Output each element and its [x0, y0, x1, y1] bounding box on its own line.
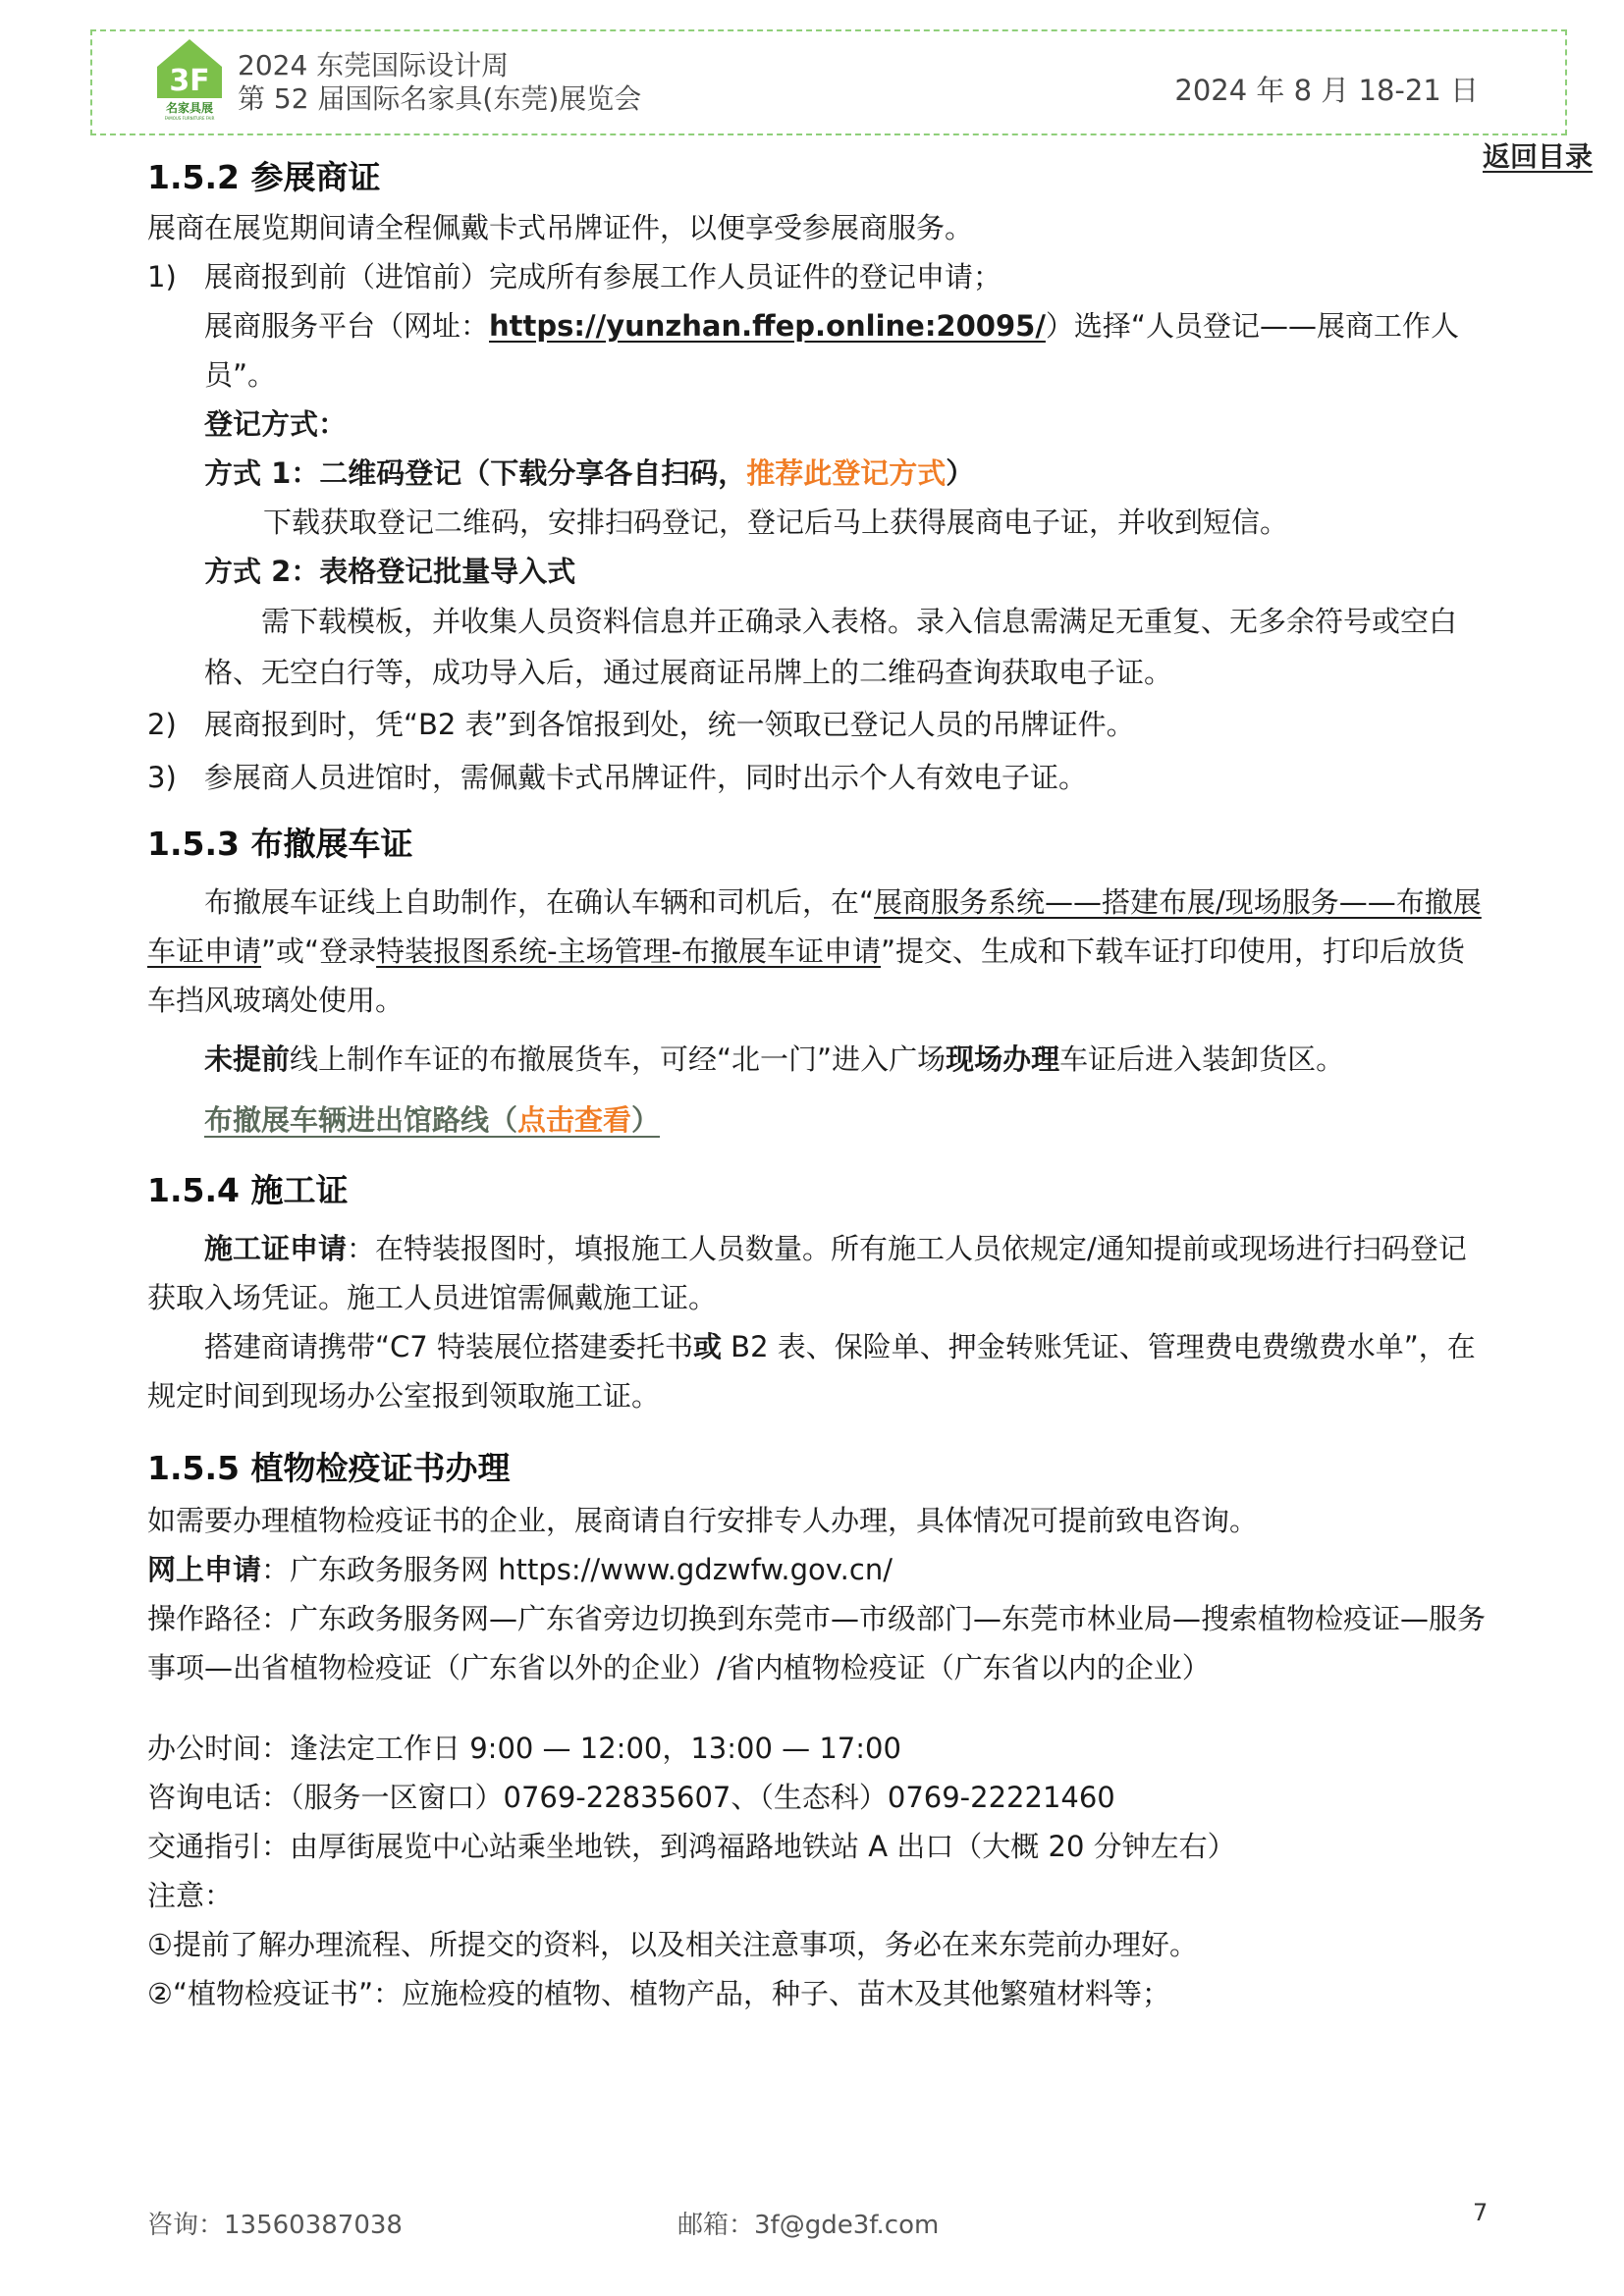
list-text: 展商报到时，凭“B2 表”到各馆报到处，统一领取已登记人员的吊牌证件。 — [204, 707, 1135, 741]
svg-text:名家具展: 名家具展 — [165, 101, 214, 115]
list-item-1 — [147, 252, 1492, 301]
event-subtitle: 第 52 届国际名家具(东莞)展览会 — [238, 82, 642, 115]
text-fragment: 线上制作车证的布撤展货车，可经“北一门”进入广场 — [290, 1041, 947, 1076]
text-fragment: 车证后进入装卸货区。 — [1059, 1041, 1345, 1076]
list-number: 3) — [147, 760, 177, 794]
section-heading-1-5-2: 1.5.2 参展商证 — [147, 158, 381, 196]
svg-text:3F: 3F — [169, 64, 210, 98]
method-2-desc: 需下载模板，并收集人员资料信息并正确录入表格。录入信息需满足无重复、无多余符号或空白格、无空白行等，成功导入后，通过展商证吊牌上的二维码查询获取电子证。 — [204, 604, 1458, 689]
method-label — [147, 400, 1492, 449]
note-1: ①提前了解办理流程、所提交的资料，以及相关注意事项，务必在来东莞前办理好。 — [147, 1927, 1198, 1961]
note-label: 注意： — [147, 1878, 234, 1912]
text-fragment: B2 表、保险单、押金转账凭证、管理费电费缴费水单”，在规定时间到现场办公室报到领取施工证。 — [147, 1329, 1476, 1413]
platform-line — [147, 301, 1492, 400]
page-number: 7 — [1473, 2199, 1489, 2226]
text-fragment: 布撤展车证线上自助制作，在确认车辆和司机后，在“ — [204, 884, 875, 919]
text-fragment: ”提交、生成和下载车证打印使用，打印后放货车挡风玻璃处使用。 — [147, 934, 1466, 1017]
click-to-view[interactable]: 点击查看 — [517, 1102, 632, 1137]
platform-url-link[interactable]: https://yunzhan.ffep.online:20095/ — [489, 308, 1046, 343]
svg-text:FAMOUS FURNITURE FAIR: FAMOUS FURNITURE FAIR — [164, 116, 215, 121]
list-text: 参展商人员进馆时，需佩戴卡式吊牌证件，同时出示个人有效电子证。 — [204, 760, 1088, 794]
recommend-tag: 推荐此登记方式 — [746, 455, 947, 490]
list-number: 2) — [147, 707, 177, 741]
platform-suffix: ）选择“人员登记——展商工作人员”。 — [204, 308, 1459, 392]
bold-fragment: 现场办理 — [946, 1041, 1060, 1076]
consult-phone: 咨询电话：（服务一区窗口）0769-22835607、（生态科）0769-22221460 — [147, 1780, 1115, 1814]
section-heading-1-5-4: 1.5.4 施工证 — [147, 1170, 349, 1209]
platform-prefix: 展商服务平台（网址： — [204, 308, 490, 343]
3f-logo — [155, 37, 224, 122]
exhibitor-system-link[interactable]: 展商服务系统——搭建布展/现场服务——布撤展车证申请 — [147, 884, 1482, 968]
event-date: 2024 年 8 月 18-21 日 — [1174, 74, 1479, 107]
method-1-title — [147, 449, 1492, 498]
construction-pass-paragraph — [147, 1224, 1492, 1322]
footer-email: 邮箱：3f@gde3f.com — [677, 2211, 940, 2240]
text-fragment: ”或“登录 — [261, 934, 377, 968]
vehicle-pass-paragraph — [147, 878, 1492, 1025]
method-2-title-text: 方式 2：表格登记批量导入式 — [204, 554, 576, 588]
route-link-line — [147, 1095, 1492, 1145]
list-item-2 — [147, 700, 1492, 749]
text-fragment: ：在特装报图时，填报施工人员数量。所有施工人员依规定/通知提前或现场进行扫码登记获取入场凭证。施工人员进馆需佩戴施工证。 — [147, 1231, 1467, 1314]
method-1-title-text: 方式 1：二维码登记（下载分享各自扫码， — [204, 455, 747, 490]
method-1-close: ） — [946, 455, 975, 490]
method-2-title — [147, 547, 1492, 596]
online-apply-label: 网上申请 — [147, 1552, 262, 1586]
builder-docs-paragraph — [147, 1322, 1492, 1420]
traffic-guide: 交通指引：由厚街展览中心站乘坐地铁，到鸿福路地铁站 A 出口（大概 20 分钟左右） — [147, 1829, 1236, 1863]
text-fragment: 搭建商请携带“C7 特装展位搭建委托书 — [204, 1329, 693, 1363]
booth-drawing-system-link[interactable]: 特装报图系统-主场管理-布撤展车证申请 — [376, 934, 882, 968]
online-apply-line — [147, 1545, 1492, 1594]
office-hours: 办公时间：逢法定工作日 9:00 — 12:00，13:00 — 17:00 — [147, 1731, 901, 1765]
bold-fragment: 未提前 — [204, 1041, 291, 1076]
plant-intro: 如需要办理植物检疫证书的企业，展商请自行安排专人办理，具体情况可提前致电咨询。 — [147, 1503, 1259, 1537]
back-to-toc-link[interactable]: 返回目录 — [1483, 140, 1594, 173]
operation-path: 操作路径：广东政务服务网—广东省旁边切换到东莞市—市级部门—东莞市林业局—搜索植物检疫证—服务事项—出省植物检疫证（广东省以外的企业）/省内植物检疫证（广东省以内的企业） — [147, 1601, 1487, 1684]
page-content — [147, 147, 1492, 2018]
onsite-pass-paragraph — [147, 1035, 1492, 1084]
list-item-3 — [147, 753, 1492, 802]
note-2: ②“植物检疫证书”：应施检疫的植物、植物产品，种子、苗木及其他繁殖材料等； — [147, 1976, 1171, 2010]
method-1-desc: 下载获取登记二维码，安排扫码登记，登记后马上获得展商电子证，并收到短信。 — [263, 505, 1289, 539]
list-number: 1) — [147, 259, 177, 294]
bold-fragment: 或 — [692, 1329, 722, 1363]
list-text: 展商报到前（进馆前）完成所有参展工作人员证件的登记申请； — [204, 259, 1002, 294]
vehicle-route-link[interactable]: 布撤展车辆进出馆路线（点击查看） — [204, 1102, 661, 1137]
section-heading-1-5-5: 1.5.5 植物检疫证书办理 — [147, 1448, 511, 1487]
online-apply-text: ：广东政务服务网 https://www.gdzwfw.gov.cn/ — [261, 1552, 893, 1586]
paragraph-intro: 展商在展览期间请全程佩戴卡式吊牌证件，以便享受参展商服务。 — [147, 210, 974, 244]
method-label-text: 登记方式： — [204, 406, 348, 441]
event-title: 2024 东莞国际设计周 — [238, 49, 510, 81]
bold-fragment: 施工证申请 — [204, 1231, 348, 1265]
section-heading-1-5-3: 1.5.3 布撤展车证 — [147, 824, 413, 863]
footer-consult: 咨询：13560387038 — [147, 2211, 403, 2240]
